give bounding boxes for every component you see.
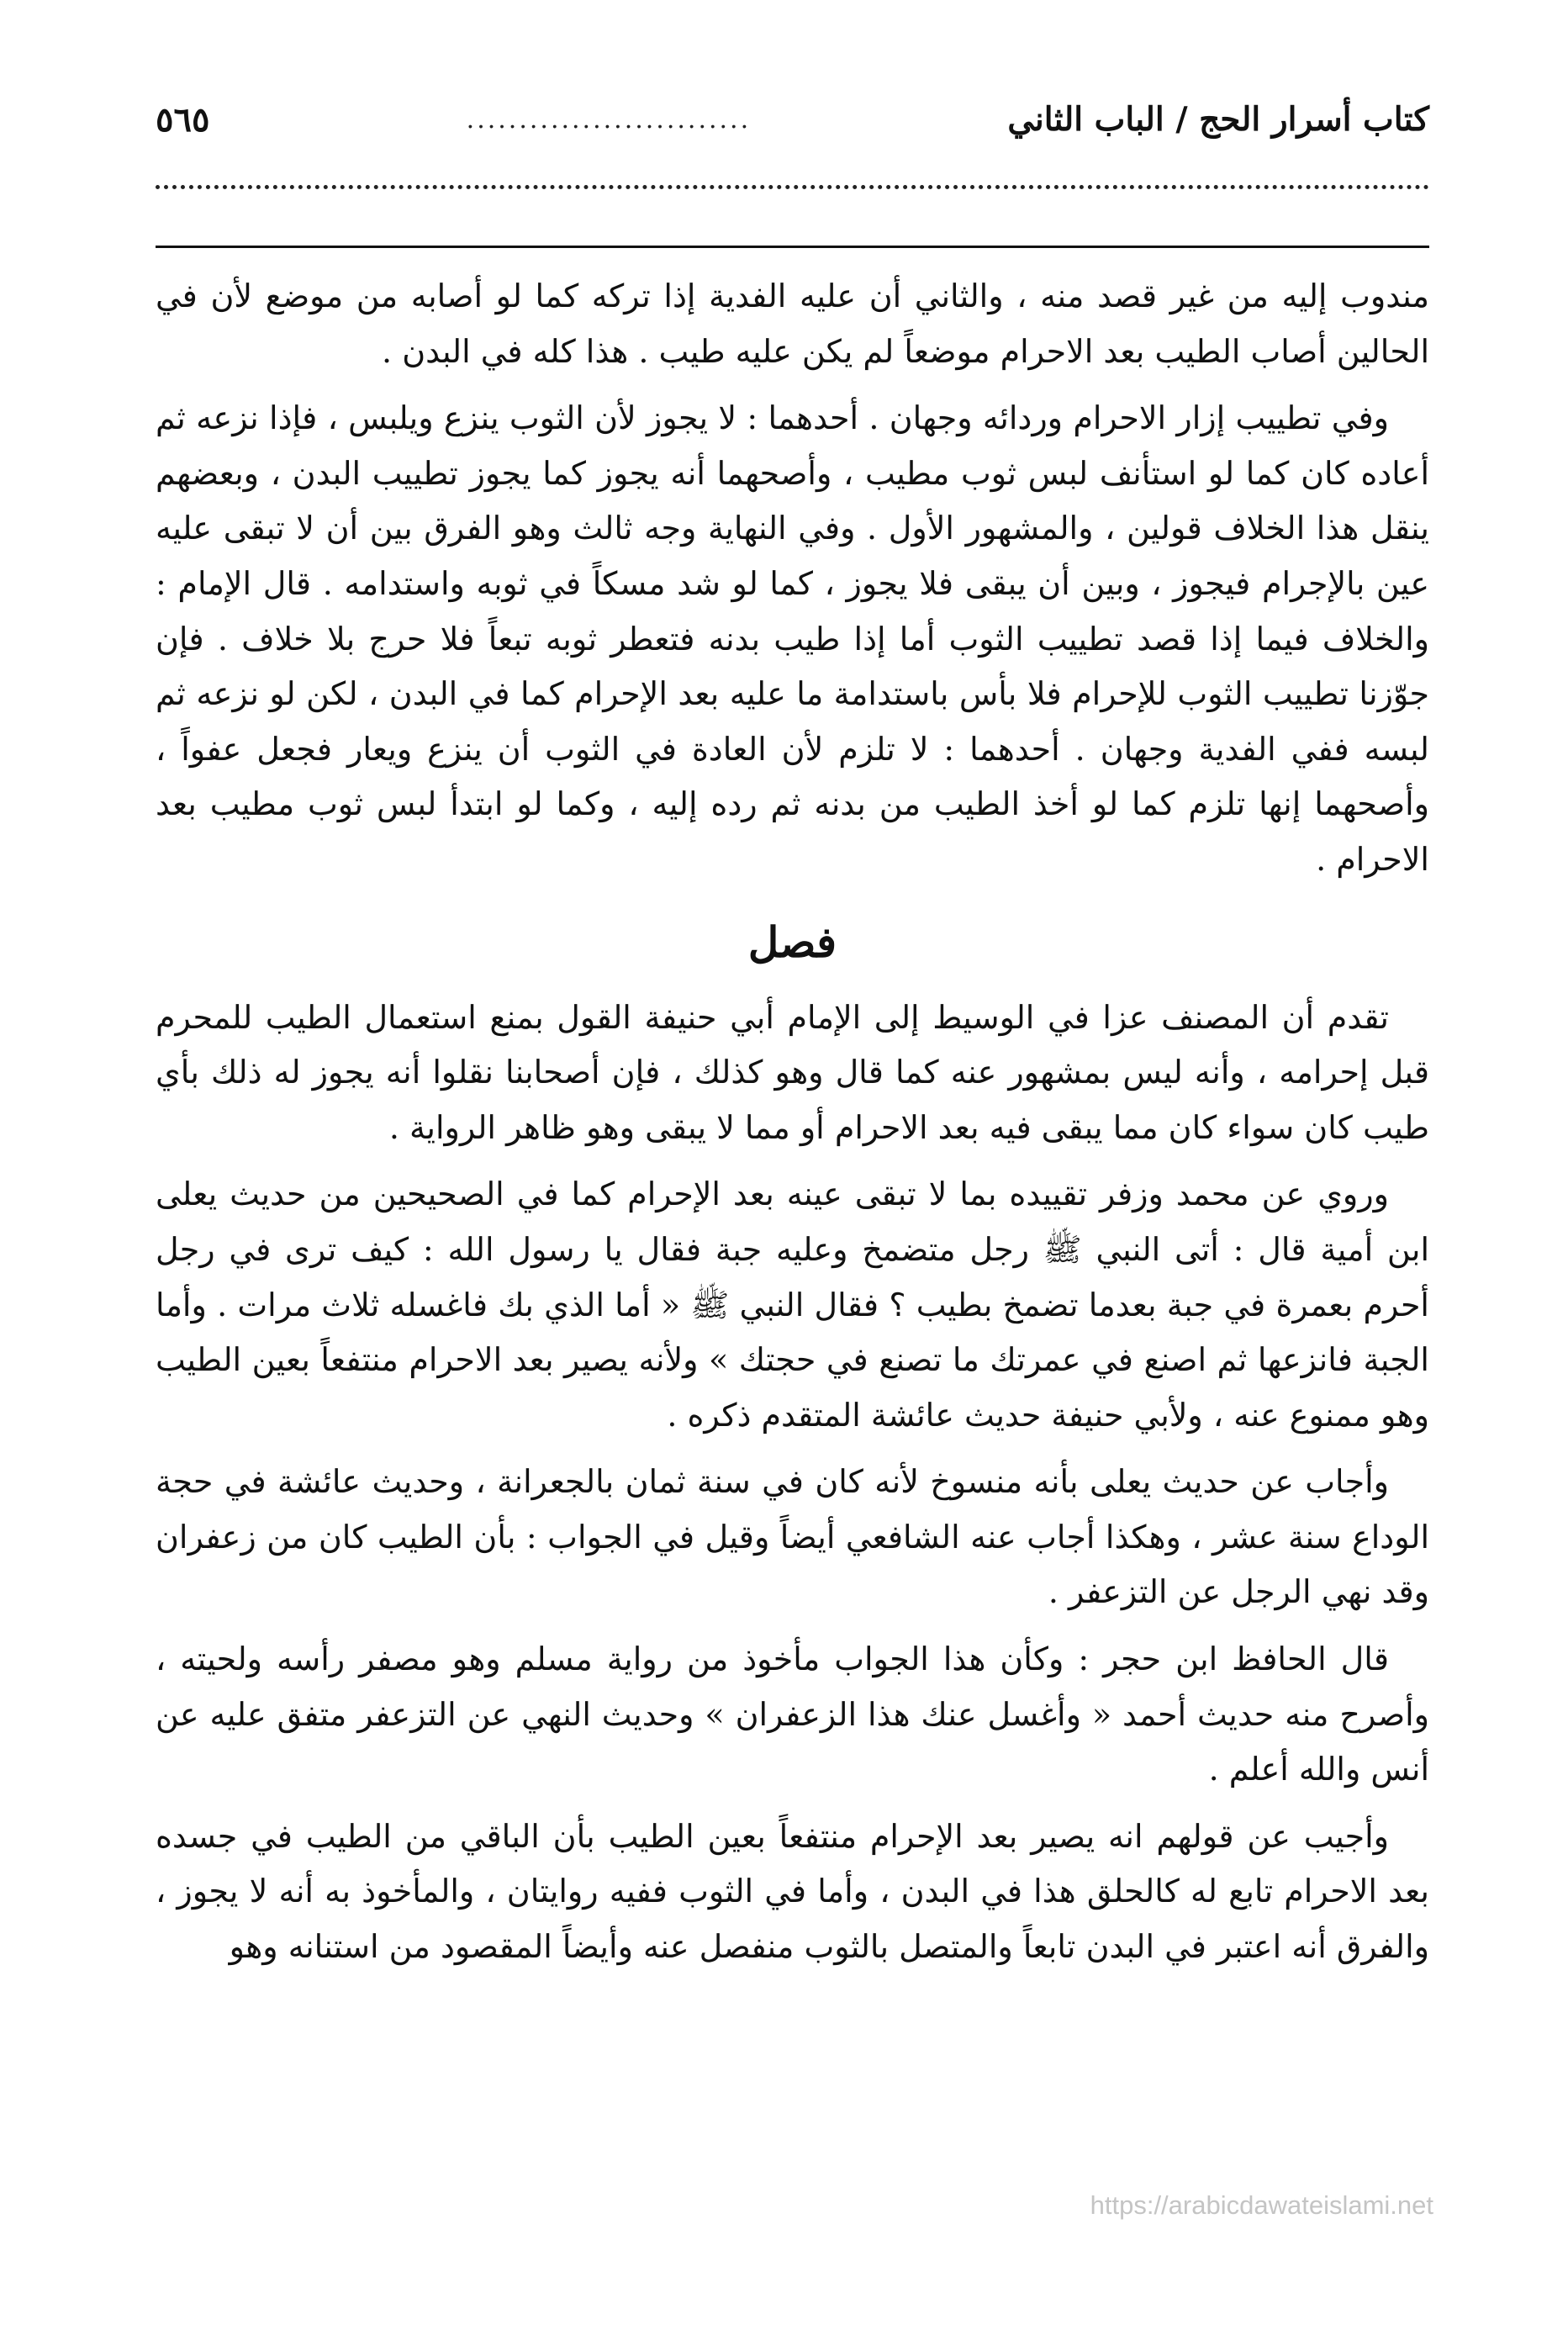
running-title: كتاب أسرار الحج / الباب الثاني bbox=[1007, 100, 1429, 139]
paragraph-spacer bbox=[156, 1620, 1429, 1632]
paragraph-3: تقدم أن المصنف عزا في الوسيط إلى الإمام أبي حنيفة القول بمنع استعمال الطيب للمحرم قبل إحرامه ، وأنه ليس بمشهور عنه كما قال وهو كذلك ، فإن أصحابنا نقلوا أنه يجوز له ذلك بأي طيب كان سواء كان مما يبقى فيه بعد الاحرام أو مما لا يبقى وهو ظاهر الرواية . bbox=[156, 998, 1429, 1146]
paragraph-spacer bbox=[156, 379, 1429, 391]
paragraph-spacer bbox=[156, 1155, 1429, 1167]
paragraph-1: مندوب إليه من غير قصد منه ، والثاني أن عليه الفدية إذا تركه كما لو أصابه من موضع لأن في الحالين أصاب الطيب بعد الاحرام موضعاً لم يكن عليه طيب . هذا كله في البدن . bbox=[156, 277, 1429, 370]
section-heading: فصل bbox=[747, 917, 837, 967]
paragraph-2: وفي تطييب إزار الاحرام وردائه وجهان . أحدهما : لا يجوز لأن الثوب ينزع ويلبس ، فإذا نزعه ثم أعاده كان كما لو استأنف لبس ثوب مطيب ، وأصحهما أنه يجوز كما يجوز تطييب البدن ، وبعضهم ينقل هذا الخلاف قولين ، والمشهور الأول . وفي النهاية وجه ثالث وهو الفرق بين أن لا تبقى عليه عين بالإجرام فيجوز ، وبين أن يبقى فلا يجوز ، كما لو شد مسكاً في ثوبه واستدامه . قال الإمام : والخلاف فيما إذا قصد تطييب الثوب أما إذا طيب بدنه فتعطر ثوبه تبعاً فلا حرج بلا خلاف . فإن جوّزنا تطييب الثوب للإحرام فلا بأس باستدامة ما عليه بعد الإحرام كما في البدن ، لكن لو نزعه ثم لبسه ففي الفدية وجهان . أحدهما : لا تلزم لأن العادة في الثوب أن ينزع ويعار فجعل عفواً ، وأصحهما إنها تلزم كما لو أخذ الطيب من بدنه ثم رده إليه ، وكما لو ابتدأ لبس ثوب مطيب بعد الاحرام . bbox=[156, 399, 1429, 878]
paragraph-5: وأجاب عن حديث يعلى بأنه منسوخ لأنه كان في سنة ثمان بالجعرانة ، وحديث عائشة في حجة الوداع سنة عشر ، وهكذا أجاب عنه الشافعي أيضاً وقيل في الجواب : بأن الطيب كان من زعفران وقد نهي الرجل عن التزعفر . bbox=[156, 1463, 1429, 1611]
paragraph-spacer bbox=[156, 1798, 1429, 1809]
page-header bbox=[156, 94, 1429, 145]
dotted-separator bbox=[156, 185, 1429, 208]
page-number: ٥٦٥ bbox=[156, 99, 210, 140]
paragraph-7: وأجيب عن قولهم انه يصير بعد الإحرام منتفعاً بعين الطيب بأن الباقي من الطيب في جسده بعد الاحرام تابع له كالحلق هذا في البدن ، وأما في الثوب ففيه روايتان ، والمأخوذ به أنه لا يجوز ، والفرق أنه اعتبر في البدن تابعاً والمتصل بالثوب منفصل عنه وأيضاً المقصود من استنانه وهو bbox=[156, 1817, 1429, 1966]
page-body bbox=[156, 269, 1429, 1975]
paragraph-6: قال الحافظ ابن حجر : وكأن هذا الجواب مأخوذ من رواية مسلم وهو مصفر رأسه ولحيته ، وأصرح منه حديث أحمد « وأغسل عنك هذا الزعفران » وحديث النهي عن التزعفر متفق عليه عن أنس والله أعلم . bbox=[156, 1640, 1429, 1788]
paragraph-spacer bbox=[156, 1443, 1429, 1455]
header-rule bbox=[156, 246, 1429, 248]
paragraph-4: وروي عن محمد وزفر تقييده بما لا تبقى عينه بعد الإحرام كما في الصحيحين من حديث يعلى ابن أمية قال : أتى النبي ﷺ رجل متضمخ وعليه جبة فقال يا رسول الله : كيف ترى في رجل أحرم بعمرة في جبة بعدما تضمخ بطيب ؟ فقال النبي ﷺ « أما الذي بك فاغسله ثلاث مرات . وأما الجبة فانزعها ثم اصنع في عمرتك ما تصنع في حجتك » ولأنه يصير بعد الاحرام منتفعاً بعين الطيب وهو ممنوع عنه ، ولأبي حنيفة حديث عائشة المتقدم ذكره . bbox=[156, 1175, 1429, 1434]
header-leader-dots: ........................... bbox=[466, 104, 752, 135]
watermark-url: https://arabicdawateislami.net bbox=[1090, 2190, 1433, 2220]
